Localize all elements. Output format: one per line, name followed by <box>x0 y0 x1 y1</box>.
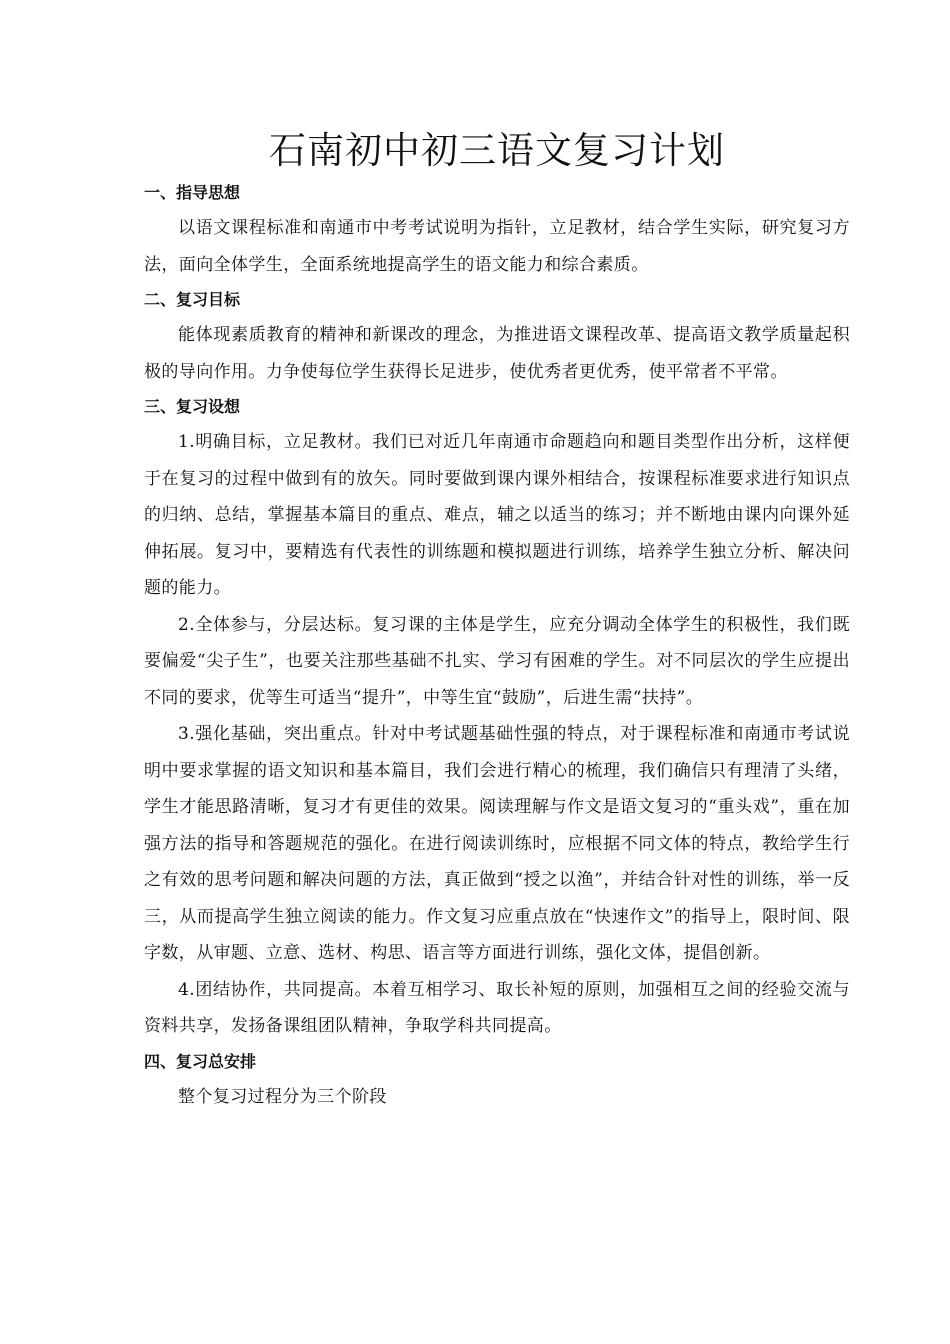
paragraph: 2.全体参与，分层达标。复习课的主体是学生，应充分调动全体学生的积极性，我们既要偏爱“尖子生”，也要关注那些基础不扎实、学习有困难的学生。对不同层次的学生应提出不同的要求，优等生可适当“提升”，中等生宜“鼓励”，后进生需“扶持”。 <box>144 614 850 708</box>
section-heading: 一、指导思想 <box>144 183 241 202</box>
paragraph: 以语文课程标准和南通市中考考试说明为指针，立足教材，结合学生实际，研究复习方法，面向全体学生，全面系统地提高学生的语文能力和综合素质。 <box>144 218 850 275</box>
paragraph: 能体现素质教育的精神和新课改的理念，为推进语文课程改革、提高语文教学质量起积极的导向作用。力争使每位学生获得长足进步，使优秀者更优秀，使平常者不平常。 <box>144 325 850 382</box>
paragraph: 4.团结协作，共同提高。本着互相学习、取长补短的原则，加强相互之间的经验交流与资料共享，发扬备课组团队精神，争取学科共同提高。 <box>144 979 850 1036</box>
document-page <box>144 128 850 1115</box>
section-review-plan <box>144 390 850 1045</box>
section-guiding-thought <box>144 176 850 283</box>
paragraph: 1.明确目标，立足教材。我们已对近几年南通市命题趋向和题目类型作出分析，这样便于在复习的过程中做到有的放矢。同时要做到课内课外相结合，按课程标准要求进行知识点的归纳、总结，掌握基本篇目的重点、难点，辅之以适当的练习；并不断地由课内向课外延伸拓展。复习中，要精选有代表性的训练题和模拟题进行训练，培养学生独立分析、解决问题的能力。 <box>144 432 850 598</box>
section-heading: 四、复习总安排 <box>144 1051 257 1071</box>
section-heading: 三、复习设想 <box>144 397 241 416</box>
section-review-goals <box>144 283 850 390</box>
section-heading: 二、复习目标 <box>144 290 241 309</box>
section-overall-schedule <box>144 1045 850 1116</box>
paragraph: 3.强化基础，突出重点。针对中考试题基础性强的特点，对于课程标准和南通市考试说明中要求掌握的语文知识和基本篇目，我们会进行精心的梳理，我们确信只有理清了头绪，学生才能思路清晰，复习才有更佳的效果。阅读理解与作文是语文复习的“重头戏”，重在加强方法的指导和答题规范的强化。在进行阅读训练时，应根据不同文体的特点，教给学生行之有效的思考问题和解决问题的方法，真正做到“授之以渔”，并结合针对性的训练，举一反三，从而提高学生独立阅读的能力。作文复习应重点放在“快速作文”的指导上，限时间、限字数，从审题、立意、选材、构思、语言等方面进行训练，强化文体，提倡创新。 <box>144 724 850 963</box>
document-title: 石南初中初三语文复习计划 <box>269 129 725 172</box>
paragraph: 整个复习过程分为三个阶段 <box>178 1086 387 1107</box>
